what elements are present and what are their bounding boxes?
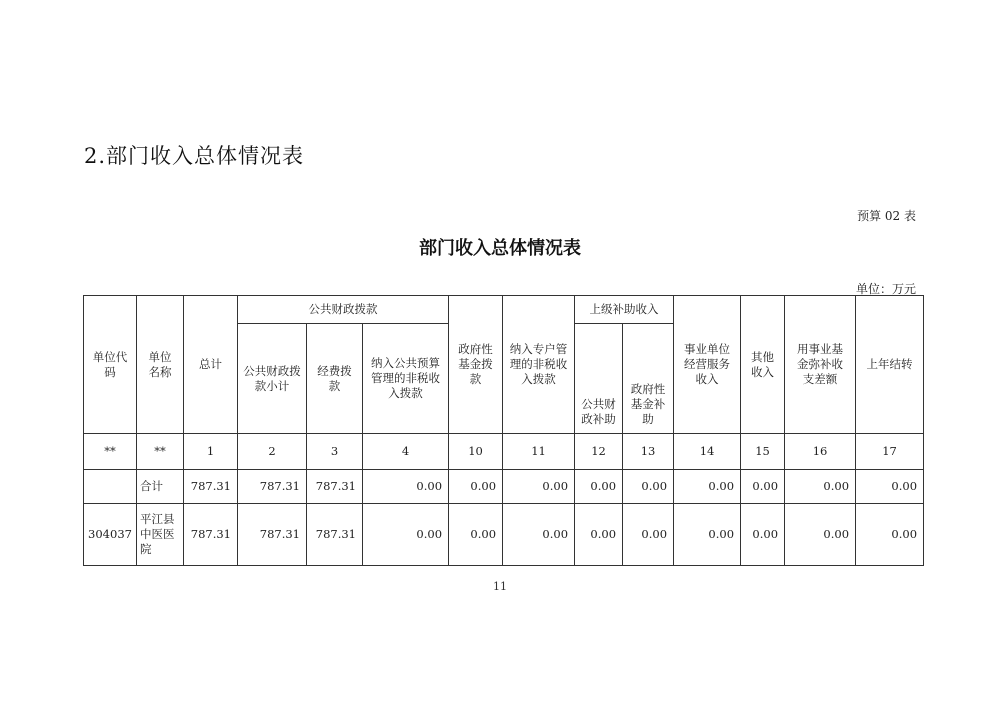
income-table bbox=[83, 295, 924, 566]
table-title: 部门收入总体情况表 bbox=[419, 238, 581, 259]
value-cell: 787.31 bbox=[184, 504, 238, 566]
value-cell: 0.00 bbox=[741, 504, 785, 566]
value-cell: 787.31 bbox=[307, 504, 363, 566]
value-cell: 787.31 bbox=[238, 470, 307, 504]
header-row-1 bbox=[84, 296, 924, 324]
value-cell: 787.31 bbox=[238, 504, 307, 566]
value-cell: 0.00 bbox=[363, 470, 449, 504]
total-row bbox=[84, 470, 924, 504]
unit-label: 单位：万元 bbox=[855, 282, 916, 296]
header-special-account: 纳入专户管 理的非税收 入拨款 bbox=[503, 296, 575, 434]
value-cell: 0.00 bbox=[449, 470, 503, 504]
header-public-subtotal: 公共财政拨 款小计 bbox=[238, 324, 307, 434]
index-cell: 15 bbox=[741, 434, 785, 470]
value-cell: 0.00 bbox=[575, 504, 623, 566]
header-unit-code: 单位代 码 bbox=[84, 296, 137, 434]
value-cell: 0.00 bbox=[674, 470, 741, 504]
value-cell: 0.00 bbox=[449, 504, 503, 566]
form-code: 预算 02 表 bbox=[857, 209, 916, 223]
index-cell: 4 bbox=[363, 434, 449, 470]
page-number: 11 bbox=[493, 580, 507, 593]
value-cell: 0.00 bbox=[856, 470, 924, 504]
index-cell: 14 bbox=[674, 434, 741, 470]
index-row bbox=[84, 434, 924, 470]
value-cell: 787.31 bbox=[307, 470, 363, 504]
index-cell: 10 bbox=[449, 434, 503, 470]
unit-code: 304037 bbox=[84, 504, 137, 566]
value-cell: 0.00 bbox=[741, 470, 785, 504]
index-cell: 2 bbox=[238, 434, 307, 470]
value-cell: 0.00 bbox=[674, 504, 741, 566]
header-sup-public: 公共财 政补助 bbox=[575, 324, 623, 434]
header-reserve-balance: 用事业基 金弥补收 支差额 bbox=[785, 296, 856, 434]
index-cell: 16 bbox=[785, 434, 856, 470]
value-cell: 0.00 bbox=[363, 504, 449, 566]
index-cell: 17 bbox=[856, 434, 924, 470]
header-total: 总计 bbox=[184, 296, 238, 434]
total-label: 合计 bbox=[137, 470, 184, 504]
index-cell: ** bbox=[84, 434, 137, 470]
index-cell: ** bbox=[137, 434, 184, 470]
unit-row bbox=[84, 504, 924, 566]
section-title: 2.部门收入总体情况表 bbox=[84, 144, 305, 168]
header-business-income: 事业单位 经营服务 收入 bbox=[674, 296, 741, 434]
unit-name: 平江县中医医院 bbox=[137, 504, 184, 566]
header-sup-gov-fund: 政府性 基金补 助 bbox=[623, 324, 674, 434]
total-code-cell bbox=[84, 470, 137, 504]
index-cell: 13 bbox=[623, 434, 674, 470]
header-carryover: 上年结转 bbox=[856, 296, 924, 434]
header-public-group: 公共财政拨款 bbox=[238, 296, 449, 324]
header-gov-fund: 政府性 基金拨 款 bbox=[449, 296, 503, 434]
value-cell: 0.00 bbox=[785, 504, 856, 566]
header-unit-name: 单位 名称 bbox=[137, 296, 184, 434]
index-cell: 11 bbox=[503, 434, 575, 470]
value-cell: 0.00 bbox=[503, 470, 575, 504]
header-funds: 经费拨 款 bbox=[307, 324, 363, 434]
value-cell: 787.31 bbox=[184, 470, 238, 504]
value-cell: 0.00 bbox=[623, 504, 674, 566]
index-cell: 3 bbox=[307, 434, 363, 470]
value-cell: 0.00 bbox=[503, 504, 575, 566]
header-other-income: 其他 收入 bbox=[741, 296, 785, 434]
value-cell: 0.00 bbox=[856, 504, 924, 566]
index-cell: 12 bbox=[575, 434, 623, 470]
value-cell: 0.00 bbox=[623, 470, 674, 504]
header-nontax: 纳入公共预算 管理的非税收 入拨款 bbox=[363, 324, 449, 434]
header-superior-group: 上级补助收入 bbox=[575, 296, 674, 324]
value-cell: 0.00 bbox=[785, 470, 856, 504]
index-cell: 1 bbox=[184, 434, 238, 470]
value-cell: 0.00 bbox=[575, 470, 623, 504]
